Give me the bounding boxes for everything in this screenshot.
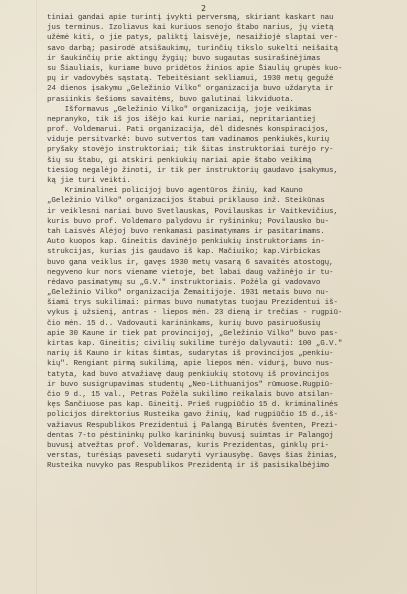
text-line: prof. Voldemarui. Pati organizacija, dėl didesnės konspiracijos,	[47, 126, 330, 135]
text-line: dentas 7-to pėstininkų pulko karininkų buvusį suimtas ir Palangoj	[47, 431, 334, 440]
text-line: apie 30 Kaune ir tiek pat provincijoj, „Geležinio Vilko" buvo pas-	[47, 329, 338, 338]
text-line: ir veiklesni nariai buvo Svetlauskas, Povilauskas ir Vaitkevičius,	[47, 207, 338, 216]
text-line: ir buvo susigrupavimas studentų „Neo-Lithuanijos" rūmuose.Rugpiū-	[47, 380, 334, 389]
text-line: čio mėn. 15 d.. Vadovauti karininkams, kurių buvo pasiruošusių	[47, 319, 321, 328]
text-line: viduje persitvarkė: buvo sutvertos tam vadinamos penkiukės,kurių	[47, 136, 330, 145]
text-line: Auto kuopos kap. Gineitis davinėjo penkiukių instruktoriams in-	[47, 238, 325, 247]
paragraph	[47, 105, 399, 187]
text-line: ir šaukinčių prie aktingų žygių; buvo sugautas susirašinėjimas	[47, 54, 321, 63]
text-line: 24 dienos įsakymu „Geležinio Vilko" organizacija buvo uždaryta ir	[47, 85, 334, 94]
text-line: su Šiauliais, kuriame buvo pridėtos žinios apie Šiaulių grupės kuo-	[47, 64, 343, 73]
text-line: čio 9 d., 15 val., Petras Požėla sukilimo reikalais buvo atsilan-	[47, 390, 334, 399]
text-line: kęs Šančiuose pas kap. Gineitį. Prieš rugpiūčio 15 d. kriminalinės	[47, 401, 338, 410]
text-line: važiavus Respublikos Prezidentui į Palangą Birutės šventen, Prezi-	[47, 421, 338, 430]
text-line: kirtas kap. Gineitis; civilių sukilime turėjo dalyvauti: 100 „G.V."	[47, 340, 343, 348]
typewritten-text	[47, 13, 399, 471]
text-line: prasiinkis šešioms savaitėms, buvo galutinai likviduota.	[47, 95, 294, 104]
text-line: Rusteika nuvyko pas Respublikos Prezidentą ir iš pasisikalbėjimo	[47, 462, 330, 471]
page-number: 2	[201, 4, 206, 13]
text-line: nepranyko, tik iš jos išėjo kai kurie nariai, nepritariantiej	[47, 115, 316, 124]
text-line: „Geležinio Vilko" organizacija Žemaitijoje. 1931 metais buvo nu-	[47, 289, 330, 298]
text-line: tiesiog negalėjo žinoti, ir tik per instruktorių gaudavo įsakymus,	[47, 166, 338, 175]
text-line: užėmė kiti, o jie patys, paliktį laisvėje, nesaižiojė slaptai ver-	[47, 34, 338, 43]
paragraph	[47, 13, 399, 105]
text-line: vykus į užsienį, antras - liepos mėn. 23 dieną ir trečias - rugpiū-	[47, 309, 343, 318]
text-line: narių iš Kauno ir kitas šimtas, sudarytas iš provincijos „penkiu-	[47, 350, 334, 359]
text-line: buvo gana veiklus ir, gavęs 1930 metų vasarą 6 savaitės atostogų,	[47, 258, 334, 267]
text-line: strukcijas, kurias jis gaudavo iš kap. Mačiuiko; kap.Virbickas	[47, 248, 321, 257]
text-line: savo darbą; pasirodė atsišaukimų, turinčių tikslo sukelti neišaitą	[47, 44, 338, 53]
text-line: „Geležinio Vilko" organizacijos štabui priklauso inž. Steikūnas	[47, 197, 325, 206]
text-line: šiami trys sukilimai: pirmas buvo numatytas tuojau Prezidentui iš-	[47, 299, 338, 308]
text-line: policijos direktorius Rusteika gavo žinių, kad rugpiūčio 15 d.,iš-	[47, 411, 338, 420]
text-line: kių". Rengiant pirmą sukilimą, apie liepos mėn. vidurį, buvo nus-	[47, 360, 334, 369]
paragraph	[47, 186, 399, 471]
text-line: tah Laisvės Alėjoj buvo renkamasi pasimatymams ir pasitarimams.	[47, 227, 325, 236]
text-line: tiniai gandai apie turintį įvykti perversmą, skiriant kaskart nau	[47, 14, 334, 22]
text-line: rėdavo pasimatymų su „G.V." instruktoriais. Požėla gi vadovavo	[47, 278, 321, 287]
text-line: pų ir vadovybės sąstatą. Tebeitėsiant sekliamui, 1930 metų gegužė	[47, 75, 334, 84]
paper-fold-shadow	[36, 0, 37, 594]
text-line: Išformavus „Geležinio Vilko" organizaciją, joje veikimas	[47, 105, 312, 114]
text-line: tatyta, kad buvo atvažiavę daug penkiukių stotovų iš provincijos	[47, 370, 330, 379]
text-line: ką jie turi veikti.	[47, 177, 131, 185]
text-line: šių su štabu, gi atskiri penkiukių nariai apie štabo veikimą	[47, 156, 312, 165]
text-line: buvusį atvežtas prof. Voldemaras, kuris Prezidentas, ginklų pri-	[47, 441, 330, 450]
text-line: verstas, turėsiąs paveseti sudaryti vyriausybę. Gavęs šias žinias,	[47, 452, 338, 461]
text-line: negyveno kur nors viename vietoje, bet labai daug važinėjo ir tu-	[47, 268, 334, 277]
text-line: pryšaky stovėjo instruktoriai; tik šitas instruktoriai turėjo ry-	[47, 146, 334, 155]
text-line: jus terminus. Izoliavus kai kuriuos senojo štabo narius, jų vietą	[47, 24, 334, 33]
text-line: Kriminalinei policijoj buvo agentūros žinių, kad Kauno	[47, 187, 303, 196]
text-line: kuris buvo prof. Voldemaro palydovu ir ryšininku; Povilausko bu-	[47, 217, 330, 226]
